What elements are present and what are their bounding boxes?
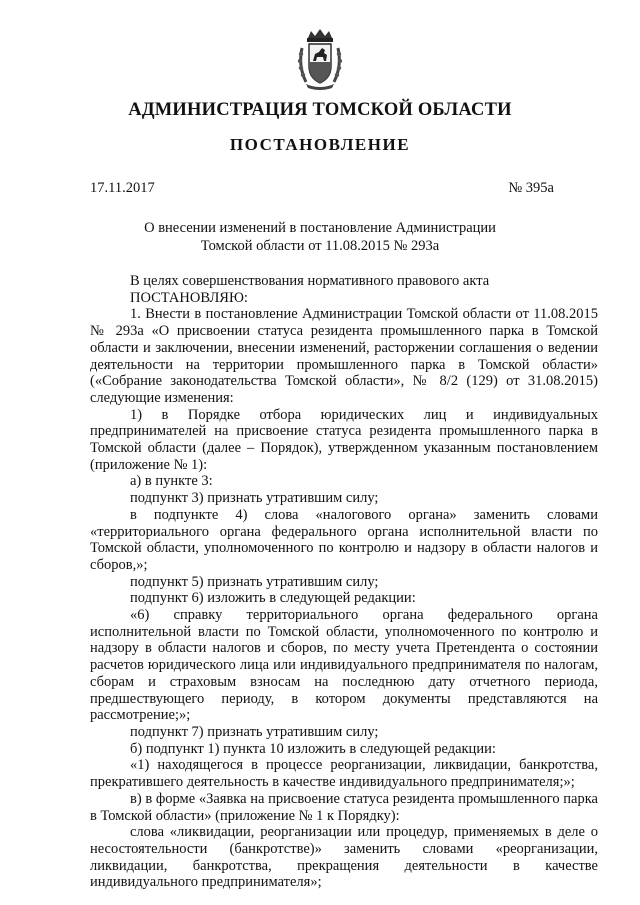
document-subject	[0, 219, 640, 255]
subject-line: О внесении изменений в постановление Администрации	[144, 220, 496, 236]
body-paragraph: подпункт 6) изложить в следующей редакции:	[130, 590, 416, 607]
body-paragraph: а) в пункте 3:	[130, 473, 213, 490]
document-type-title: ПОСТАНОВЛЕНИЕ	[229, 135, 411, 154]
body-paragraph: в подпункте 4) слова «налогового органа» заменить словами «территориального органа федерального органа исполнительной власти по Томской области, уполномоченного по контролю и надзору в области налогов и сборов,»;	[90, 506, 598, 573]
body-paragraph: 1. Внести в постановление Администрации Томской области от 11.08.2015 № 293а «О присвоении статуса резидента промышленного парка в Томской области и заключении, внесении изменений, расторжении соглашения о ведении деятельности на территории промышленного парка в Томской области» («Собрание законодательства Томской области», № 8/2 (129) от 31.08.2015) следующие изменения:	[90, 306, 598, 406]
body-paragraph: 1) в Порядке отбора юридических лиц и индивидуальных предпринимателей на присвоение статуса резидента промышленного парка в Томской области (далее – Порядок), утвержденном указанным постановлением (приложение № 1):	[90, 406, 598, 473]
subject-line: Томской области от 11.08.2015 № 293а	[200, 238, 440, 254]
body-paragraph: подпункт 5) признать утратившим силу;	[130, 573, 379, 590]
coat-of-arms-icon	[296, 28, 344, 92]
body-paragraph: «6) справку территориального органа федерального органа исполнительной власти по Томской области, уполномоченного по контролю и надзору в области налогов и сборов, по месту учета Претендента о состоянии расчетов юридического лица или индивидуального предпринимателя по налогам, сборам и страховым взносам на последнюю дату отчетного периода, предшествующего периоду, в котором документы представляются на рассмотрение;»;	[90, 607, 598, 724]
body-paragraph: В целях совершенствования нормативного правового акта	[130, 273, 490, 289]
document-number: № 395а	[508, 180, 554, 196]
body-paragraph: ПОСТАНОВЛЯЮ:	[130, 289, 248, 306]
body-paragraph: б) подпункт 1) пункта 10 изложить в следующей редакции:	[130, 740, 496, 757]
body-paragraph: подпункт 3) признать утратившим силу;	[130, 490, 379, 507]
body-paragraph: «1) находящегося в процессе реорганизации, ликвидации, банкротства, прекратившего деятельность в качестве индивидуального предпринимателя;»;	[90, 757, 598, 791]
document-body	[90, 273, 598, 891]
body-paragraph: в) в форме «Заявка на присвоение статуса резидента промышленного парка в Томской области» (приложение № 1 к Порядку):	[90, 790, 598, 824]
document-date: 17.11.2017	[90, 180, 155, 196]
authority-title: АДМИНИСТРАЦИЯ ТОМСКОЙ ОБЛАСТИ	[128, 100, 512, 120]
body-paragraph: подпункт 7) признать утратившим силу;	[130, 723, 379, 740]
body-paragraph: слова «ликвидации, реорганизации или процедур, применяемых в деле о несостоятельности (банкротстве)» заменить словами «реорганизации, ликвидации, банкротства, прекращения деятельности в качестве индивидуального предпринимателя»;	[90, 824, 598, 891]
